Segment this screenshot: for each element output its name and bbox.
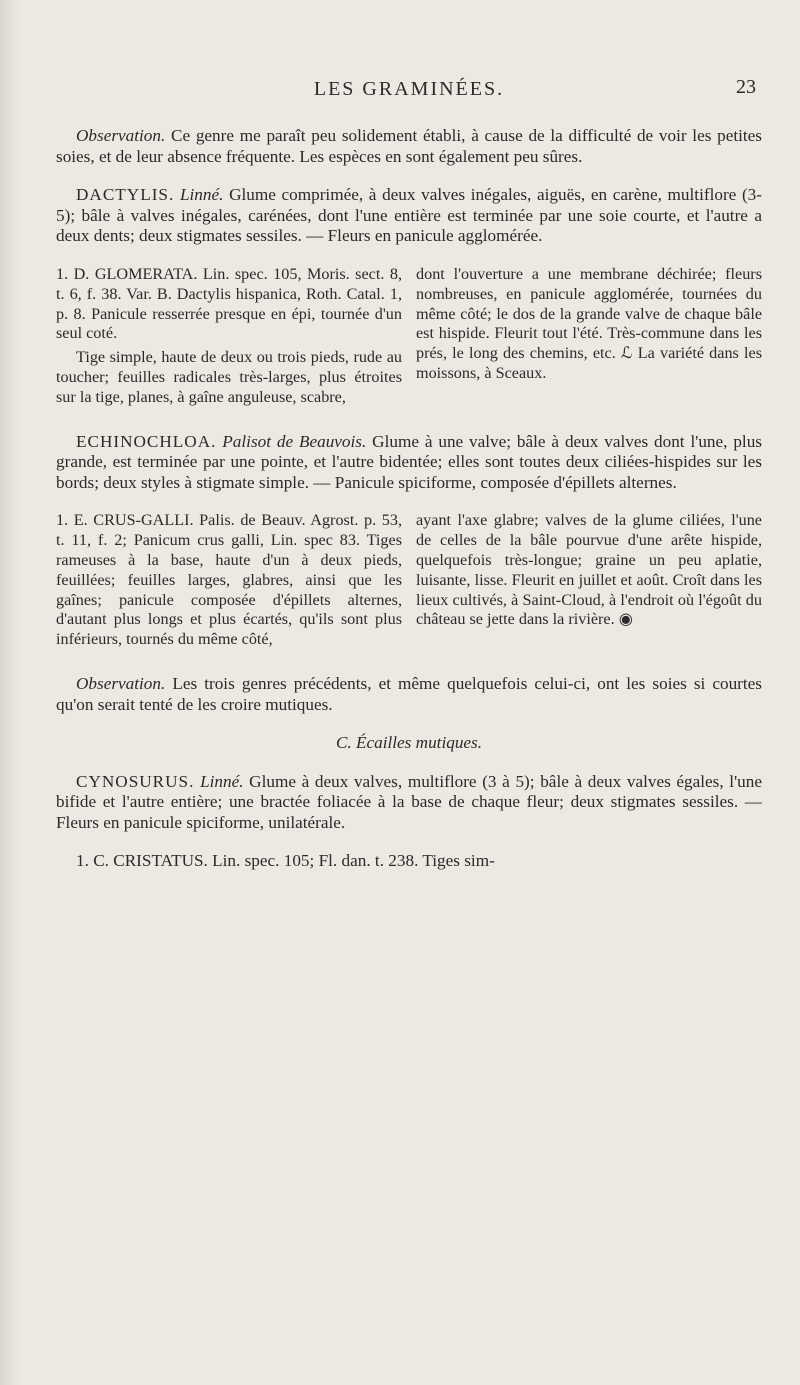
observation-label: Observation.: [76, 673, 166, 693]
page-header: [56, 78, 762, 108]
left-column: [56, 511, 402, 654]
observation-label: Observation.: [76, 126, 166, 145]
left-column: [56, 265, 402, 412]
running-title: LES GRAMINÉES.: [313, 78, 505, 100]
species-entry: 1. D. GLOMERATA. Lin. spec. 105, Moris. sect. 8, t. 6, f. 38. Var. B. Dactylis hispanica, Roth. Catal. 1, p. 8. Panicule resserrée presque en épi, tournée d'un seul coté.: [56, 264, 402, 343]
section-title: C. Écailles mutiques.: [335, 733, 483, 753]
genus-name: DACTYLIS.: [76, 185, 175, 205]
page-body: [56, 126, 762, 890]
species-entry: 1. E. CRUS-GALLI. Palis. de Beauv. Agrost. p. 53, t. 11, f. 2; Panicum crus galli, Lin. spec 83. Tiges rameuses à la base, haute d'un à deux pieds, feuillées; feuilles larges, glabres, ainsi que les gaînes; panicule composée d'épillets alternes, d'autant plus longs et plus écartés, qu'ils sont plus inférieurs, tournés du même côté,: [56, 511, 402, 649]
genus-author: Linné.: [194, 771, 244, 791]
observation-text: Les trois genres précédents, et même quelquefois celui-ci, ont les soies si courtes qu'on serait tenté de les croire mutiques.: [56, 673, 762, 714]
genus-text: Glume comprimée, à deux valves inégales, aiguës, en carène, multiflore (3-5); bâle à valves inégales, carénées, dont l'une entière est terminée par une soie courte, et l'autre a deux dents; deux stigmates sessiles. — Fleurs en panicule agglomérée.: [56, 185, 762, 246]
observation-paragraph-2: [56, 674, 762, 715]
book-gutter: [0, 0, 22, 1385]
genus-name: ECHINOCHLOA.: [76, 431, 217, 451]
genus-name: CYNOSURUS.: [76, 771, 195, 791]
section-heading: [56, 733, 762, 754]
echinochloa-description: [56, 432, 762, 494]
cynosurus-description: [56, 772, 762, 834]
echinochloa-species: [56, 511, 762, 654]
right-column: [416, 265, 762, 412]
dactylis-description: [56, 185, 762, 247]
cynosurus-species-line: 1. C. CRISTATUS. Lin. spec. 105; Fl. dan. t. 238. Tiges sim-: [76, 851, 495, 871]
species-description-cont: dont l'ouverture a une membrane déchirée; fleurs nombreuses, en panicule agglomérée, tournées du même côté; le dos de la grande valve de chaque bâle est hispide. Fleurit tout l'été. Très-commune dans les prés, le long des chemins, etc. ℒ La variété dans les moissons, à Sceaux.: [416, 264, 762, 382]
observation-text: Ce genre me paraît peu solidement établi, à cause de la difficulté de voir les petites soies, et de leur absence fréquente. Les espèces en sont également peu sûres.: [56, 126, 762, 166]
dactylis-species: [56, 265, 762, 412]
genus-text: Glume à deux valves, multiflore (3 à 5); bâle à deux valves égales, l'une bifide et l'autre entière; une bractée foliacée à la base de chaque fleur; deux stigmates sessiles. — Fleurs en panicule spiciforme, unilatérale.: [56, 771, 762, 832]
observation-paragraph-1: [56, 126, 762, 167]
genus-text: Glume à une valve; bâle à deux valves dont l'une, plus grande, est terminée par une pointe, et l'autre bidentée; elles sont toutes deux ciliées-hispides sur les bords; deux styles à stigmate simple. — Panicule spiciforme, composée d'épillets alternes.: [56, 431, 762, 492]
page-number: 23: [736, 76, 756, 98]
genus-author: Linné.: [174, 185, 224, 205]
species-description: Tige simple, haute de deux ou trois pieds, rude au toucher; feuilles radicales très-larges, plus étroites sur la tige, planes, à gaîne anguleuse, scabre,: [56, 348, 402, 406]
genus-author: Palisot de Beauvois.: [216, 431, 367, 451]
species-description-cont: ayant l'axe glabre; valves de la glume ciliées, l'une de celles de la bâle pourvue d'une arête hispide, quelquefois très-longue; graine un peu aplatie, luisante, lisse. Fleurit en juillet et août. Croît dans les lieux cultivés, à Saint-Cloud, à l'endroit où l'égoût du château se jette dans la rivière. ◉: [416, 511, 762, 629]
right-column: [416, 511, 762, 654]
